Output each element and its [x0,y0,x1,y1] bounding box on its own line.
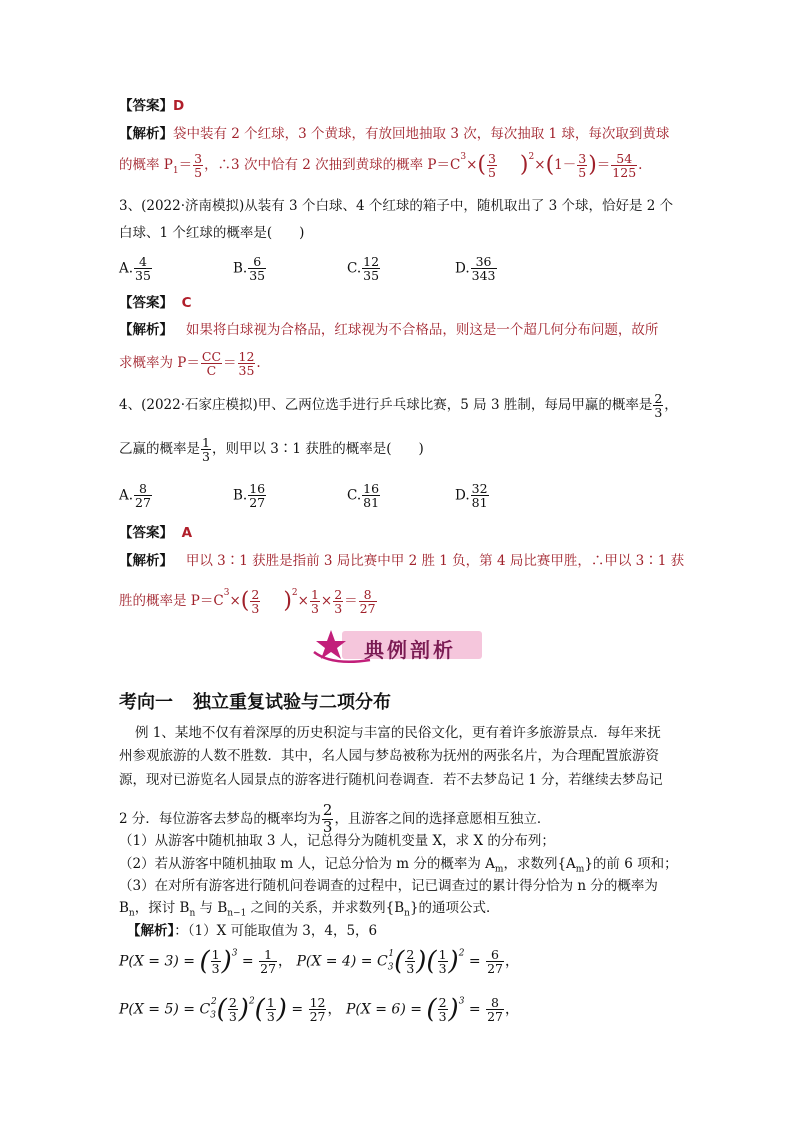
ex1-text: 2 分．每位游客去梦岛的概率均为 [119,810,321,827]
q2-analysis-line1 [119,128,669,142]
ex1-p3-p4: P(X = 3) = ( $\frac{1}{3}$ )$^3$ = $\frac{1}{27}$ ， $P(X = 4) = C_3^1$( $\frac{2}{3}$ )( $\frac{1}{3}$ )$^2$ = $\frac{6}{27}$ ， [119,946,519,977]
fraction: $\frac{2}{3}$ [654,391,663,421]
option-c: C. $\frac{16}{81}$ [347,481,380,511]
ex1-p5-p6: $P(X = 5) = C_3^2$( $\frac{2}{3}$ )$^2$( $\frac{1}{3}$ ) = $\frac{12}{27}$ ， P(X = 6) = ( $\frac{2}{3}$ )$^3$ = $\frac{8}{27}$ ， [119,994,519,1025]
ex1-q2: （2）若从游客中随机抽取 m 人，记总分恰为 m 分的概率为 $A_m$，求数列$\{A_m\}$的前 6 项和； [119,856,678,875]
times: × [466,157,478,174]
q3-analysis-line2: 求概率为 P＝ $\frac{CC}{C}$ ＝ $\frac{12}{35}$ . [119,349,261,379]
q3-answer-line [119,297,192,311]
fraction: $\frac{2}{3}$ [322,801,333,836]
analysis-tag: 【解析】 [119,553,173,569]
q3-stem-line2: 白球、1 个红球的概率是( ) [119,225,305,241]
q4-stem-line2 [119,436,424,463]
option-d: D. $\frac{36}{343}$ [455,254,496,284]
q3-stem-line1: 3、(2022·济南模拟)从装有 3 个白球、4 个红球的箱子中，随机取出了 3 个球，恰好是 2 个 [119,198,674,214]
solution-text: ：（1）X 可能取值为 3，4，5，6 [174,923,378,939]
analysis-tag: 【解析】 [119,126,173,142]
banner-title: 典例剖析 [364,638,456,662]
q4-stem-line1: 4、(2022·石家庄模拟)甲、乙两位选手进行乒乓球比赛，5 局 3 胜制，每局甲赢的概率是 $\frac{2}{3}$ ， [119,391,678,421]
section-label: 考向一 [119,692,173,713]
ex1-line4 [119,803,550,836]
ex1-solution-intro [127,925,377,939]
fraction: $\frac{2}{3}$ [334,587,343,617]
one-minus: 1－ [554,157,577,174]
exponent: 2 [291,588,298,599]
analysis-text: 胜的概率是 P＝C [119,593,224,610]
fraction: $\frac{1}{3}$ [202,435,210,465]
equals: ＝ [178,157,193,174]
answer-tag: 【答案】 [119,525,173,541]
ex1-q1: （1）从游客中随机抽取 3 人，记总得分为随机变量 X，求 X 的分布列； [119,833,555,849]
ex1-q3-line1: （3）在对所有游客进行随机问卷调查的过程中，记已调查过的累计得分恰为 n 分的概率为 [119,878,658,894]
section-title: 独立重复试验与二项分布 [193,692,391,713]
ex1-line2: 州参观旅游的人数不胜数．其中，名人园与梦岛被称为抚州的两张名片，为合理配置旅游资 [119,748,659,764]
section-heading [119,688,391,714]
stem-text: 乙赢的概率是 [119,441,200,458]
stem-text: 4、(2022·石家庄模拟)甲、乙两位选手进行乒乓球比赛，5 局 3 胜制，每局甲赢的概率是 [119,397,653,414]
q2-analysis-line2: 的概率 $P_1=$ $\frac{3}{5}$ ，∴3 次中恰有 2 次抽到黄球的概率 $P=C^3\times$( $\frac{3}{5}$ )$^2$×(1－ $\frac{3}{5}$ )＝ $\frac{54}{125}$ . [119,151,643,181]
swoosh-icon [312,648,372,666]
answer-value: C [181,295,192,311]
option-a: A. $\frac{4}{35}$ [119,254,151,284]
fraction: $\frac{8}{27}$ [359,587,376,617]
option-d: D. $\frac{32}{81}$ [455,481,488,511]
exponent: 2 [528,152,535,163]
analysis-tag: 【解析】 [119,322,173,338]
equals: ＝ [596,157,611,174]
answer-tag: 【答案】 [119,295,173,311]
fraction: $\frac{12}{35}$ [238,349,255,379]
times: × [534,157,546,174]
ex1-line3: 源，现对已游览名人园景点的游客进行随机问卷调查．若不去梦岛记 1 分，若继续去梦岛记 [119,772,663,788]
fraction: $\frac{CC}{C}$ [201,349,222,379]
section-banner [312,626,484,666]
option-b: B. $\frac{6}{35}$ [233,254,266,284]
answer-value: D [173,98,185,114]
fraction: $\frac{2}{3}$ [251,587,260,617]
analysis-text: 如果将白球视为合格品，红球视为不合格品，则这是一个超几何分布问题，故所 [185,322,659,338]
fraction: $\frac{1}{3}$ [310,587,319,617]
q4-analysis-line2: 胜的概率是 $P=C^3\times$( $\frac{2}{3}$ )$^2$× $\frac{1}{3}$ × $\frac{2}{3}$ ＝ $\frac{8}{27}$ [119,587,376,617]
fraction: $\frac{3}{5}$ [578,151,587,181]
fraction: $\frac{3}{5}$ [487,151,496,181]
analysis-text: 的概率 P [119,157,173,174]
q3-analysis-line1 [119,324,658,338]
analysis-text: 甲以 3∶1 获胜是指前 3 局比赛中甲 2 胜 1 负，第 4 局比赛甲胜，∴甲以 3∶1 获 [185,553,685,569]
superscript: 3 [460,152,467,163]
fraction: $\frac{3}{5}$ [194,151,203,181]
solution-tag: 【解析】 [127,923,175,939]
answer-value: A [181,525,193,541]
ex1-q3-line2: $B_n$，探讨 $B_n$ 与 $B_{n-1}$ 之间的关系，并求数列$\{B_n\}$的通项公式． [119,900,500,919]
q4-analysis-line1 [119,555,684,569]
ex1-text: ，且游客之间的选择意愿相互独立． [334,810,551,827]
subscript: 1 [172,165,179,176]
option-c: C. $\frac{12}{35}$ [347,254,380,284]
answer-tag: 【答案】 [119,98,173,114]
ex1-line1: 例 1、某地不仅有着深厚的历史积淀与丰富的民俗文化，更有着许多旅游景点．每年来抚 [135,725,661,741]
fraction: $\frac{54}{125}$ [612,151,637,181]
q2-answer-line [119,100,184,114]
option-b: B. $\frac{16}{27}$ [233,481,266,511]
stem-text: ，则甲以 3∶1 获胜的概率是( ) [211,441,424,458]
analysis-text: ，∴3 次中恰有 2 次抽到黄球的概率 P＝C [204,157,461,174]
analysis-text: 袋中装有 2 个红球，3 个黄球，有放回地抽取 3 次，每次抽取 1 球，每次取到黄球 [173,126,670,142]
superscript: 3 [223,588,230,599]
analysis-text: 求概率为 P＝ [119,355,200,372]
q4-answer-line [119,527,192,541]
option-a: A. $\frac{8}{27}$ [119,481,151,511]
